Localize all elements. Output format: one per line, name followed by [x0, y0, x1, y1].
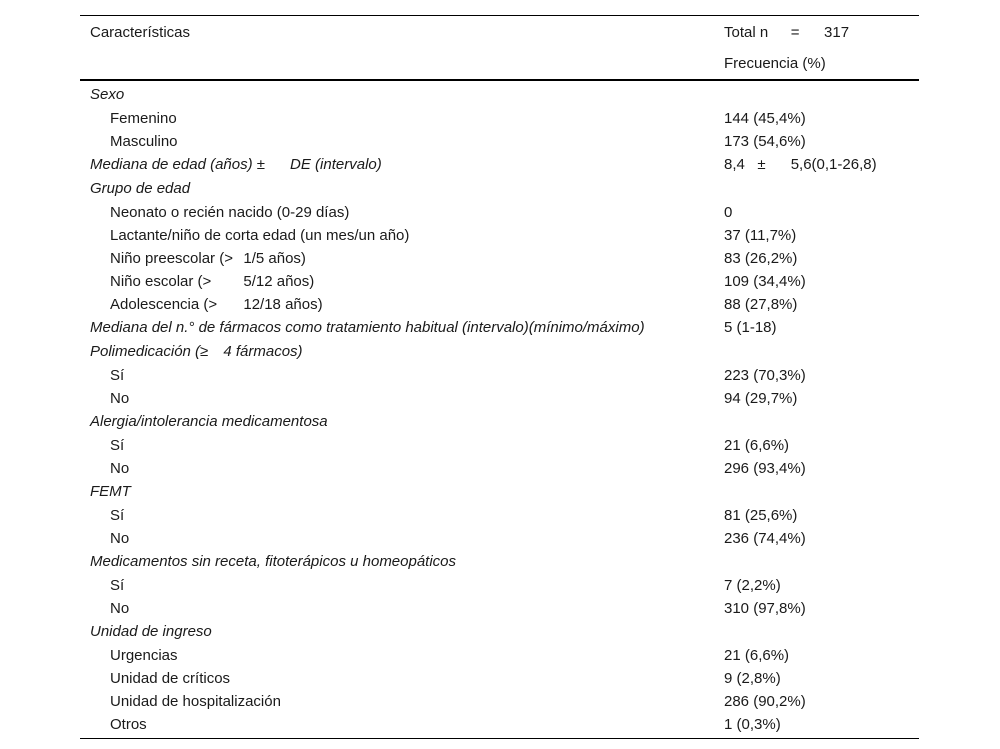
row-value: 8,4 ± 5,6(0,1-26,8) [724, 156, 877, 173]
table-row-category [80, 177, 919, 201]
row-value: 9 (2,8%) [724, 670, 781, 687]
row-value: 286 (90,2%) [724, 693, 806, 710]
row-value: 296 (93,4%) [724, 460, 806, 477]
table-row [80, 527, 919, 550]
row-value: 5 (1-18) [724, 319, 777, 336]
row-value: 310 (97,8%) [724, 600, 806, 617]
table-header [80, 16, 919, 79]
table-row-category [80, 316, 919, 340]
table-row [80, 293, 919, 316]
table-row-category [80, 153, 919, 177]
row-value: 236 (74,4%) [724, 530, 806, 547]
row-value: 223 (70,3%) [724, 367, 806, 384]
table-row [80, 201, 919, 224]
row-label: No [110, 390, 130, 407]
header-characteristics: Características [90, 24, 191, 41]
row-label: No [110, 600, 130, 617]
table-row [80, 247, 919, 270]
row-value: 94 (29,7%) [724, 390, 798, 407]
row-value: 83 (26,2%) [724, 250, 798, 267]
row-value: 173 (54,6%) [724, 133, 806, 150]
row-label: Medicamentos sin receta, fitoterápicos u homeopáticos [90, 553, 457, 570]
row-label: No [110, 460, 130, 477]
table-row [80, 364, 919, 387]
row-label: Lactante/niño de corta edad (un mes/un año) [110, 227, 410, 244]
table-row-category [80, 83, 919, 107]
row-value: 109 (34,4%) [724, 273, 806, 290]
table-row-category [80, 550, 919, 574]
row-label: Grupo de edad [90, 180, 191, 197]
table-row-category [80, 480, 919, 504]
row-label: Unidad de hospitalización [110, 693, 281, 710]
row-label: Sí [110, 367, 125, 384]
bottom-rule [80, 738, 919, 739]
row-label: Sí [110, 437, 125, 454]
row-value: 1 (0,3%) [724, 716, 781, 733]
row-label: FEMT [90, 483, 131, 500]
table-row [80, 690, 919, 713]
row-label: Otros [110, 716, 147, 733]
table-row [80, 713, 919, 736]
row-label: Sí [110, 507, 125, 524]
table-row [80, 644, 919, 667]
header-total-n: Total n = 317 [724, 24, 850, 41]
row-value: 0 [724, 204, 733, 221]
table-row [80, 387, 919, 410]
table-row [80, 270, 919, 293]
table-row-category [80, 410, 919, 434]
row-label: Adolescencia (> 12/18 años) [110, 296, 323, 313]
row-label: Niño preescolar (> 1/5 años) [110, 250, 306, 267]
row-label: Masculino [110, 133, 178, 150]
table-row [80, 667, 919, 690]
row-label: Niño escolar (> 5/12 años) [110, 273, 315, 290]
row-value: 21 (6,6%) [724, 647, 790, 664]
table-row [80, 574, 919, 597]
row-value: 144 (45,4%) [724, 110, 806, 127]
table-row [80, 457, 919, 480]
row-label: Neonato o recién nacido (0-29 días) [110, 204, 350, 221]
table-body [80, 81, 919, 738]
table-row [80, 504, 919, 527]
row-label: Unidad de críticos [110, 670, 231, 687]
row-label: Mediana del n.° de fármacos como tratamiento habitual (intervalo)(mínimo/máximo) [90, 319, 645, 336]
table-row [80, 130, 919, 153]
row-label: Alergia/intolerancia medicamentosa [90, 413, 328, 430]
row-label: Mediana de edad (años) ± DE (intervalo) [90, 156, 382, 173]
row-label: Sexo [90, 86, 125, 103]
row-value: 88 (27,8%) [724, 296, 798, 313]
table-row [80, 107, 919, 130]
table-row [80, 434, 919, 457]
row-label: Sí [110, 577, 125, 594]
row-value: 7 (2,2%) [724, 577, 781, 594]
table-row [80, 597, 919, 620]
row-label: No [110, 530, 130, 547]
table-row [80, 224, 919, 247]
header-frequency: Frecuencia (%) [724, 55, 826, 72]
row-label: Urgencias [110, 647, 178, 664]
row-label: Polimedicación (≥ 4 fármacos) [90, 343, 303, 360]
row-label: Femenino [110, 110, 177, 127]
row-value: 37 (11,7%) [724, 227, 797, 244]
table-row-category [80, 620, 919, 644]
characteristics-table [80, 15, 919, 739]
row-value: 21 (6,6%) [724, 437, 790, 454]
row-value: 81 (25,6%) [724, 507, 798, 524]
row-label: Unidad de ingreso [90, 623, 212, 640]
table-row-category [80, 340, 919, 364]
